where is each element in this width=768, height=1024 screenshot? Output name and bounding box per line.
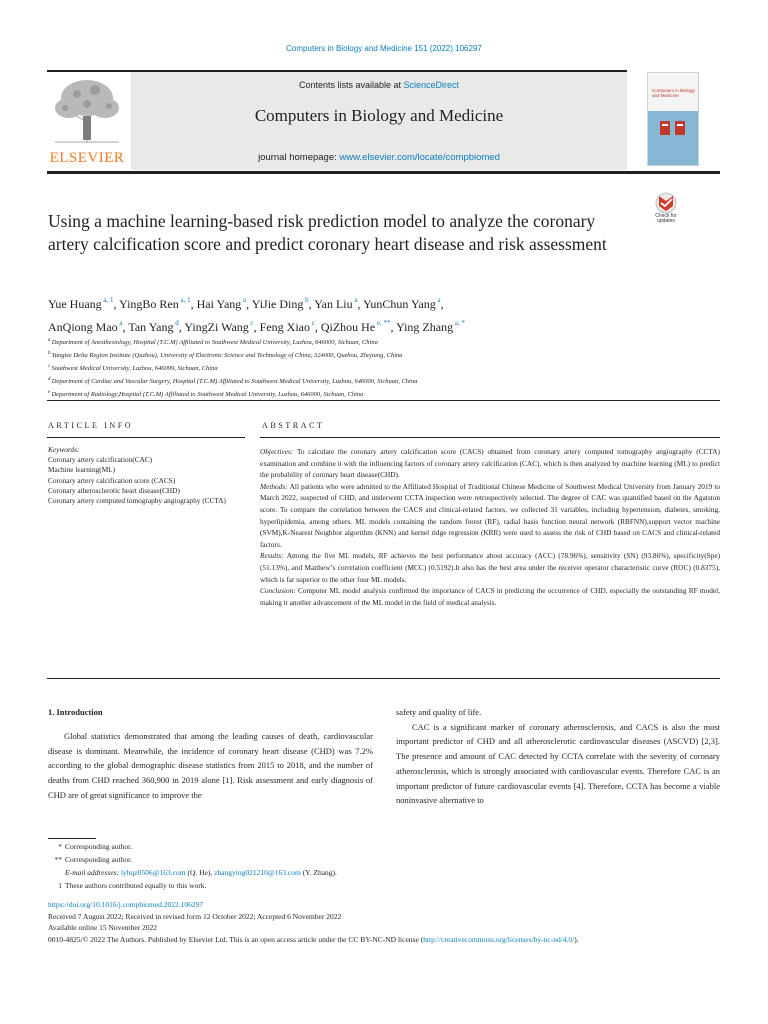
footnote-mark: * [58, 842, 62, 851]
journal-homepage-link[interactable]: www.elsevier.com/locate/compbiomed [339, 152, 500, 163]
corresponding-author-note [48, 840, 718, 853]
keyword-item: Coronary artery calcification score (CACS) [48, 475, 176, 485]
journal-citation-link[interactable]: Computers in Biology and Medicine 151 (2022) 106297 [286, 44, 482, 53]
introduction-paragraph-left: Global statistics demonstrated that among the leading causes of death, cardiovascular disease is dominant. Meanwhile, the incidence of coronary heart disease (CHD) was 7.2% according to the global demographic disease statistics from 2015 to 2018, and the number of deaths from CHD reached 360,900 in 2019 alone [1]. Risk assessment and early diagnosis of CHD are of great significance to improve the [48, 731, 373, 800]
affiliation-item [48, 387, 708, 400]
abstract-section-text: All patients who were admitted to the Affiliated Hospital of Traditional Chinese Medicine of Southwest Medical University from January 2019 to March 2022, suspected of CHD, and underwent CCTA inspection were retrospectively selected. The degree of CAC was quantified based on the Agatston score. To compare the correlation between the CACS and clinical-related factors, we collected 31 variables, including hypertension, diabetes, smoking, hyperlipidemia, among others. ML models containing the random forest (RF), radial basis function neural network (RBFNN),support vector machine (SVM),K-Nearest Neighbor algorithm (KNN) and kernel ridge regression (KRR) were used to assess the risk of CHD based on CACS and clinical-related factors. [260, 481, 720, 549]
contents-available-line [131, 80, 627, 90]
publication-meta [48, 899, 720, 945]
author-name[interactable]: QiZhou He [320, 320, 376, 334]
author-affiliation-mark[interactable]: b [303, 296, 309, 304]
abstract-section-label: Objectives: [260, 447, 297, 456]
affiliation-mark: c [48, 364, 52, 369]
introduction-continuation: safety and quality of life. [396, 707, 482, 717]
author-name[interactable]: Feng Xiao [259, 320, 310, 334]
introduction-heading: 1. Introduction [48, 707, 103, 717]
author-name[interactable]: Tan Yang [128, 320, 174, 334]
email-label: E-mail addresses: [65, 868, 120, 877]
author-affiliation-mark[interactable]: a [435, 296, 441, 304]
author-affiliation-mark[interactable]: a, 1 [101, 296, 114, 304]
email-link-zhang[interactable]: zhangying021210@163.com [214, 868, 301, 877]
keyword-item: Coronary artery calcification(CAC) [48, 455, 153, 465]
license-suffix: ). [574, 934, 579, 944]
abstract-bottom-rule [47, 678, 720, 679]
author-affiliation-mark[interactable]: a [117, 319, 123, 327]
abstract-section [260, 550, 720, 585]
affiliation-text: Yangtze Delta Region Institute (Quzhou), University of Electronic Science and Technology of China, 324000, Quzhou, Zhejiang, China [51, 352, 403, 359]
check-for-updates-badge[interactable] [646, 192, 686, 228]
footnote-mark: ** [54, 855, 62, 864]
introduction-paragraph-right: CAC is a significant marker of coronary atherosclerosis, and CACS is also the most important predictor of CHD and all atherosclerotic cardiovascular diseases (ASCVD) [2,3]. The presence and amount of CAC detected by CCTA correlate with the severity of coronary atherosclerosis, which is strongly associated with cardiovascular events. Therefore CAC is an important predictor of future cardiovascular events [4]. Therefore, CCTA has become a viable noninvasive alternative to [396, 721, 720, 806]
abstract-rule [260, 437, 720, 438]
affiliation-text: Department of Anesthesiology, Hospital (T.C.M) Affiliated to Southwest Medical University, Luzhou, 646000, Sichuan, China [51, 339, 378, 346]
article-info-rule [47, 437, 245, 438]
article-info-heading: ARTICLE INFO [48, 421, 134, 430]
keyword-item: Coronary artery computed tomography angiography (CCTA) [48, 496, 226, 506]
affiliation-item [48, 348, 708, 361]
affiliation-mark: a [48, 338, 52, 343]
affiliation-item [48, 374, 708, 387]
affiliation-mark: e [48, 390, 52, 395]
check-for-updates-label: Check for updates [655, 213, 677, 225]
license-statement [48, 934, 720, 946]
abstract-section-text: To calculate the coronary artery calcification score (CACS) obtained from coronary artery computed tomography angiography (CCTA) examination and combine it with the influencing factors of coronary artery calcification (CAC), which is then analyzed by machine learning (ML) to predict the probability of coronary heart disease(CHD). [260, 447, 720, 480]
author-affiliation-mark[interactable]: d [173, 319, 179, 327]
author-name[interactable]: Yan Liu [314, 297, 353, 311]
footnote-text: Corresponding author. [65, 855, 133, 864]
abstract-section-label: Methods: [260, 481, 290, 491]
affiliation-list [48, 335, 708, 400]
abstract-section-label: Conclusion: [260, 586, 298, 596]
footnote-text: These authors contributed equally to this work. [65, 881, 207, 890]
affiliation-text: Department of Cardiac and Vascular Surgery, Hospital (T.C.M) Affiliated to Southwest Medical University, Luzhou, 646000, Sichuan, China [51, 378, 418, 385]
equal-contribution-note [48, 879, 718, 892]
abstract-section [260, 481, 720, 551]
abstract-section-text: Among the five ML models, RF achieves the best performance about accuracy (ACC) (78.96%), sensitivity (SN) (93.86%), specificity(Spe) (51.13%), and Matthew’s correlation coefficient (MCC) (0.5192).It also has the best area under the receiver operator characteristic curve (ROC) (0.8375), which is far superior to the other four ML models. [260, 551, 720, 584]
license-prefix: 0010-4825/© 2022 The Authors. Published by Elsevier Ltd. This is an open access article under the CC BY-NC-ND license ( [48, 934, 424, 944]
introduction-column-right [396, 705, 720, 808]
affiliation-text: Southwest Medical University, Luzhou, 646099, Sichuan, China [51, 365, 218, 372]
author-name[interactable]: YiJie Ding [251, 297, 304, 311]
journal-cover-thumbnail[interactable] [647, 72, 699, 166]
doi-link[interactable]: https://doi.org/10.1016/j.compbiomed.2022.106297 [48, 900, 204, 909]
corresponding-author-note [48, 853, 718, 866]
cover-title: Computers in Biology and Medicine [652, 88, 695, 98]
author-name[interactable]: Hai Yang [196, 297, 242, 311]
abstract-heading: ABSTRACT [262, 421, 325, 430]
author-affiliation-mark[interactable]: e, ** [375, 319, 391, 327]
license-link[interactable]: http://creativecommons.org/licenses/by-nc-nd/4.0/ [423, 934, 575, 944]
email-owner-zhang: (Y. Zhang). [302, 868, 337, 877]
author-affiliation-mark[interactable]: a [241, 296, 247, 304]
author-name[interactable]: Ying Zhang [396, 320, 454, 334]
author-affiliation-mark[interactable]: c [248, 319, 254, 327]
author-affiliation-mark[interactable]: a, 1 [178, 296, 191, 304]
keyword-item: Coronary atherosclerotic heart disease(CHD) [48, 485, 180, 495]
footnote-mark: 1 [58, 881, 62, 890]
author-name[interactable]: YingBo Ren [119, 297, 179, 311]
keywords-label: Keywords: [48, 445, 80, 454]
keyword-list [48, 455, 248, 506]
abstract-body [260, 446, 720, 608]
affiliation-item [48, 335, 708, 348]
masthead-banner [131, 72, 627, 170]
homepage-prefix: journal homepage: [258, 152, 340, 163]
abstract-section-label: Results: [260, 551, 287, 561]
elsevier-wordmark: ELSEVIER [49, 150, 125, 166]
footnote-text: Corresponding author. [65, 842, 133, 851]
abstract-section-text: Computer ML model analysis confirmed the importance of CACS in predicting the occurrence of CHD, especially the outstanding RF model, making it another advancement of the ML model in the field of medical analysis. [260, 586, 720, 607]
abstract-section [260, 585, 720, 608]
received-dates: Received 7 August 2022; Received in revised form 12 October 2022; Accepted 6 November 2022 [48, 911, 342, 921]
article-title: Using a machine learning-based risk prediction model to analyze the coronary artery calcification score and predict coronary heart disease and risk assessment [48, 211, 607, 254]
affiliation-mark: d [48, 377, 52, 382]
journal-homepage-line [131, 152, 627, 163]
journal-title: Computers in Biology and Medicine [254, 106, 504, 125]
contents-prefix: Contents lists available at [298, 80, 404, 90]
author-list: Yue Huang $^{a, 1}$, YingBo Ren $^{a, 1}$, Hai Yang $^a$, YiJie Ding $^b$, Yan Liu $^a$, YunChun Yang $^a$, AnQiong Mao $^a$, Tan Yang $^d$, YingZi Wang $^c$, Feng Xiao $^c$, QiZhou He $^{e, **}$, Ying Zhang $^{a, *}$ [48, 296, 465, 334]
sciencedirect-link[interactable]: ScienceDirect [403, 80, 460, 90]
email-owner-he: (Q. He), [187, 868, 213, 877]
keywords-block [48, 445, 248, 506]
author-affiliation-mark[interactable]: c [309, 319, 315, 327]
email-addresses [48, 866, 718, 879]
section-rule [47, 400, 720, 401]
affiliation-text: Department of Radiology,Hospital (T.C.M) Affiliated to Southwest Medical University, Luzhou, 646000, Sichuan, China [51, 391, 364, 398]
affiliation-item [48, 361, 708, 374]
author-name[interactable]: AnQiong Mao [48, 320, 118, 334]
cover-image-band [648, 111, 698, 165]
keyword-item: Machine learning(ML) [48, 465, 116, 475]
footnotes [48, 840, 718, 892]
masthead-bottom-rule [47, 171, 720, 174]
author-affiliation-mark[interactable]: a [352, 296, 358, 304]
author-name[interactable]: Yue Huang [48, 297, 102, 311]
author-name[interactable]: YunChun Yang [363, 297, 436, 311]
abstract-section [260, 446, 720, 481]
available-online-date: Available online 15 November 2022 [48, 923, 157, 932]
author-name[interactable]: YingZi Wang [184, 320, 249, 334]
author-affiliation-mark[interactable]: a, * [453, 319, 465, 327]
email-link-he[interactable]: lyhqz0506@163.com [120, 868, 186, 877]
footnote-rule [48, 838, 96, 839]
affiliation-mark: b [48, 351, 52, 356]
